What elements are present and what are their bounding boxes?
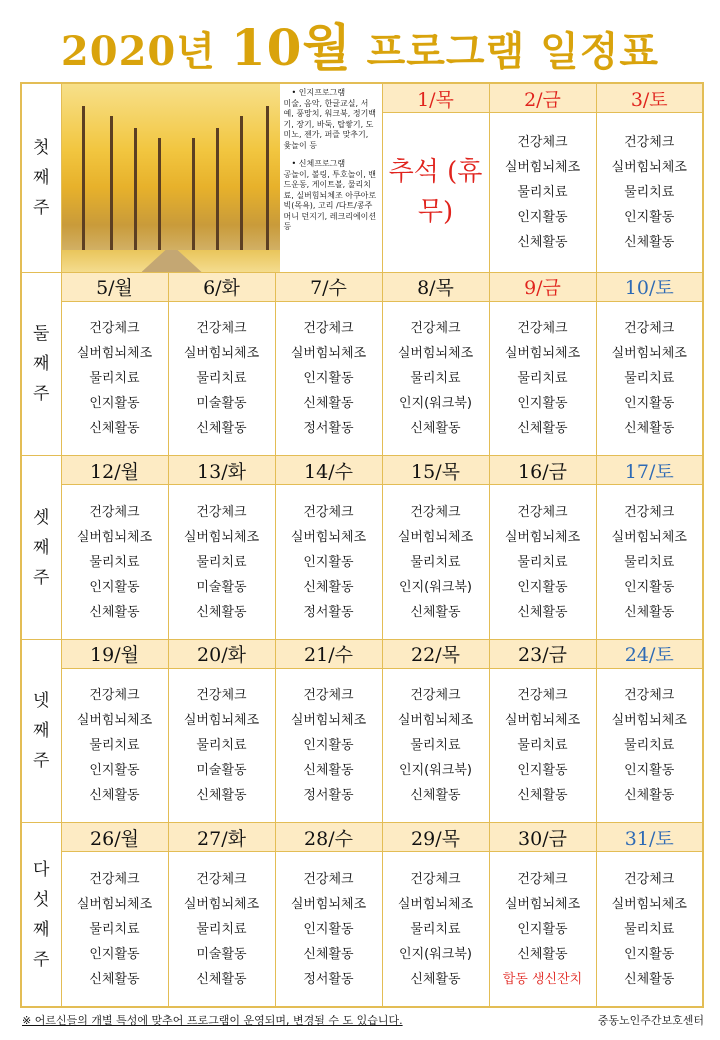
activity-item: 건강체크 bbox=[517, 688, 568, 704]
date-10: 10/토 bbox=[596, 272, 703, 301]
activity-item: 신체활동 bbox=[303, 946, 354, 962]
activity-item: 물리치료 bbox=[410, 921, 461, 937]
activity-item: 신체활동 bbox=[517, 421, 568, 437]
activities-14 bbox=[275, 485, 382, 639]
activity-item: 미술활동 bbox=[196, 396, 247, 412]
footer-note: ※ 어르신들의 개별 특성에 맞추어 프로그램이 운영되며, 변경될 수 도 있습니다. bbox=[22, 1014, 403, 1027]
activities-28 bbox=[275, 852, 382, 1007]
date-23: 23/금 bbox=[489, 639, 596, 668]
week-3-activity-row bbox=[21, 485, 703, 639]
activity-item: 건강체크 bbox=[624, 504, 675, 520]
date-22: 22/목 bbox=[382, 639, 489, 668]
activity-item: 물리치료 bbox=[89, 738, 140, 754]
chuseok-holiday bbox=[382, 113, 489, 273]
activity-item: 인지(워크북) bbox=[399, 396, 472, 412]
activity-item: 실버힘뇌체조 bbox=[397, 713, 474, 729]
date-9: 9/금 bbox=[489, 272, 596, 301]
date-28: 28/수 bbox=[275, 823, 382, 852]
activity-item: 실버힘뇌체조 bbox=[611, 529, 687, 545]
activity-item: 건강체크 bbox=[624, 688, 675, 704]
activity-item: 건강체크 bbox=[303, 871, 354, 887]
activity-item: 물리치료 bbox=[89, 554, 140, 570]
activity-item: 인지(워크북) bbox=[399, 763, 472, 779]
activity-item: 신체활동 bbox=[624, 604, 675, 620]
activities-20 bbox=[168, 668, 275, 822]
activity-item: 신체활동 bbox=[624, 788, 675, 804]
activity-item: 인지활동 bbox=[624, 946, 675, 962]
date-30: 30/금 bbox=[489, 823, 596, 852]
activity-item: 인지활동 bbox=[517, 579, 568, 595]
week-4-label bbox=[21, 639, 61, 822]
week-label-char: 주 bbox=[33, 197, 50, 218]
activity-item: 미술활동 bbox=[196, 946, 247, 962]
activity-item: 실버힘뇌체조 bbox=[183, 713, 260, 729]
activity-item: 인지활동 bbox=[303, 738, 354, 754]
activities-6 bbox=[168, 301, 275, 455]
activity-item: 인지(워크북) bbox=[399, 946, 472, 962]
activity-item: 신체활동 bbox=[303, 763, 354, 779]
date-19: 19/월 bbox=[61, 639, 168, 668]
activity-item: 실버힘뇌체조 bbox=[76, 713, 153, 729]
activity-item: 물리치료 bbox=[410, 738, 461, 754]
activity-item: 건강체크 bbox=[196, 321, 247, 337]
activity-item: 인지활동 bbox=[517, 921, 568, 937]
week-label-char: 째 bbox=[33, 721, 50, 742]
activity-item: 실버힘뇌체조 bbox=[504, 346, 581, 362]
activity-item: 건강체크 bbox=[517, 871, 568, 887]
activity-item: 실버힘뇌체조 bbox=[397, 896, 474, 912]
activities-17 bbox=[596, 485, 703, 639]
activity-item: 인지활동 bbox=[517, 396, 568, 412]
week-3-date-row bbox=[21, 456, 703, 485]
activity-item: 건강체크 bbox=[410, 321, 461, 337]
activity-item: 실버힘뇌체조 bbox=[397, 529, 474, 545]
activities-8 bbox=[382, 301, 489, 455]
activity-item: 건강체크 bbox=[517, 504, 568, 520]
week-1-date-row bbox=[21, 83, 703, 113]
date-6: 6/화 bbox=[168, 272, 275, 301]
date-14: 14/수 bbox=[275, 456, 382, 485]
week-label-char: 다 bbox=[33, 859, 50, 880]
activity-item: 인지활동 bbox=[624, 763, 675, 779]
activities-31 bbox=[596, 852, 703, 1007]
activity-item: 실버힘뇌체조 bbox=[504, 713, 581, 729]
activity-item: 물리치료 bbox=[196, 738, 247, 754]
activity-item: 건강체크 bbox=[303, 504, 354, 520]
activities-24 bbox=[596, 668, 703, 822]
week-label-char: 둘 bbox=[33, 324, 50, 345]
activities-27 bbox=[168, 852, 275, 1007]
activity-item: 신체활동 bbox=[89, 604, 140, 620]
activities-15 bbox=[382, 485, 489, 639]
activities-5 bbox=[61, 301, 168, 455]
week-5-date-row bbox=[21, 823, 703, 852]
cognitive-program-list: 미술, 음악, 한글교실, 서예, 풍망치, 워크북, 정기백기, 장기, 바둑, 탑쌓기, 도미노, 젠가, 퍼즐 맞추기, 윷놀이 등 bbox=[283, 98, 377, 150]
activity-item: 인지활동 bbox=[624, 209, 675, 225]
date-13: 13/화 bbox=[168, 456, 275, 485]
week-1-label bbox=[21, 83, 61, 272]
activities-2 bbox=[489, 113, 596, 273]
activity-item: 건강체크 bbox=[410, 504, 461, 520]
activities-29 bbox=[382, 852, 489, 1007]
date-5: 5/월 bbox=[61, 272, 168, 301]
activity-item: 건강체크 bbox=[196, 871, 247, 887]
date-20: 20/화 bbox=[168, 639, 275, 668]
activity-item: 물리치료 bbox=[89, 921, 140, 937]
date-8: 8/목 bbox=[382, 272, 489, 301]
activity-item: 인지활동 bbox=[303, 554, 354, 570]
activity-item: 물리치료 bbox=[624, 738, 675, 754]
activity-item: 건강체크 bbox=[303, 321, 354, 337]
activities-19 bbox=[61, 668, 168, 822]
footer-organization: 중동노인주간보호센터 bbox=[597, 1014, 704, 1027]
activity-item: 물리치료 bbox=[624, 554, 675, 570]
activity-item: 건강체크 bbox=[410, 688, 461, 704]
activity-item: 건강체크 bbox=[303, 688, 354, 704]
activity-item: 물리치료 bbox=[89, 371, 140, 387]
activity-item: 정서활동 bbox=[303, 421, 354, 437]
activity-item: 정서활동 bbox=[303, 971, 354, 987]
week-2-date-row bbox=[21, 272, 703, 301]
activity-item: 물리치료 bbox=[517, 554, 568, 570]
date-26: 26/월 bbox=[61, 823, 168, 852]
activity-item: 정서활동 bbox=[303, 604, 354, 620]
activity-item: 인지(워크북) bbox=[399, 579, 472, 595]
title-prefix: 2020년 bbox=[60, 28, 231, 75]
activity-item: 건강체크 bbox=[196, 504, 247, 520]
activity-item: 실버힘뇌체조 bbox=[611, 346, 687, 362]
activity-item: 실버힘뇌체조 bbox=[504, 159, 581, 175]
activities-12 bbox=[61, 485, 168, 639]
activity-item: 건강체크 bbox=[517, 134, 568, 150]
activity-item: 인지활동 bbox=[89, 396, 140, 412]
date-15: 15/목 bbox=[382, 456, 489, 485]
activity-item: 미술활동 bbox=[196, 579, 247, 595]
activity-item: 실버힘뇌체조 bbox=[183, 529, 260, 545]
week-4-activity-row bbox=[21, 668, 703, 822]
activity-item: 신체활동 bbox=[624, 421, 675, 437]
week-5-label bbox=[21, 823, 61, 1007]
activity-item: 신체활동 bbox=[196, 971, 247, 987]
activities-10 bbox=[596, 301, 703, 455]
activities-23 bbox=[489, 668, 596, 822]
activity-item: 신체활동 bbox=[89, 971, 140, 987]
activity-item: 신체활동 bbox=[196, 604, 247, 620]
date-16: 16/금 bbox=[489, 456, 596, 485]
date-3: 3/토 bbox=[596, 83, 703, 113]
activity-item: 신체활동 bbox=[624, 234, 675, 250]
week-label-char: 째 bbox=[33, 537, 50, 558]
activity-item: 실버힘뇌체조 bbox=[183, 896, 260, 912]
activity-item: 건강체크 bbox=[410, 871, 461, 887]
week-label-char: 째 bbox=[33, 919, 50, 940]
activity-item: 실버힘뇌체조 bbox=[504, 896, 581, 912]
activity-item: 물리치료 bbox=[517, 371, 568, 387]
holiday-closed: (휴무) bbox=[417, 157, 483, 228]
activity-item: 실버힘뇌체조 bbox=[76, 529, 153, 545]
week-2-label bbox=[21, 272, 61, 455]
activity-item: 신체활동 bbox=[89, 788, 140, 804]
activities-7 bbox=[275, 301, 382, 455]
week-3-label bbox=[21, 456, 61, 639]
activity-item: 실버힘뇌체조 bbox=[290, 346, 367, 362]
activity-item: 건강체크 bbox=[89, 871, 140, 887]
title-month: 10월 bbox=[230, 18, 352, 77]
activities-13 bbox=[168, 485, 275, 639]
activity-item: 물리치료 bbox=[517, 184, 568, 200]
activity-item: 실버힘뇌체조 bbox=[76, 896, 153, 912]
date-29: 29/목 bbox=[382, 823, 489, 852]
activity-item: 인지활동 bbox=[303, 921, 354, 937]
activity-item: 실버힘뇌체조 bbox=[611, 713, 687, 729]
week-label-char: 주 bbox=[33, 567, 50, 588]
activities-16 bbox=[489, 485, 596, 639]
week-label-char: 섯 bbox=[33, 889, 50, 910]
activity-item: 신체활동 bbox=[196, 421, 247, 437]
activity-item: 물리치료 bbox=[624, 371, 675, 387]
program-notes bbox=[280, 84, 382, 272]
week-label-char: 주 bbox=[33, 384, 50, 405]
activity-item: 신체활동 bbox=[517, 946, 568, 962]
activity-item: 신체활동 bbox=[89, 421, 140, 437]
activity-item: 실버힘뇌체조 bbox=[504, 529, 581, 545]
activity-item: 신체활동 bbox=[410, 788, 461, 804]
week-label-char: 첫 bbox=[33, 137, 50, 158]
activity-item: 실버힘뇌체조 bbox=[183, 346, 260, 362]
activity-item: 인지활동 bbox=[303, 371, 354, 387]
week-label-char: 주 bbox=[33, 949, 50, 970]
activity-item: 건강체크 bbox=[89, 504, 140, 520]
activity-item: 실버힘뇌체조 bbox=[290, 529, 367, 545]
activity-item: 실버힘뇌체조 bbox=[611, 896, 687, 912]
activity-item: 정서활동 bbox=[303, 788, 354, 804]
activity-item: 신체활동 bbox=[624, 971, 675, 987]
activity-item: 건강체크 bbox=[89, 321, 140, 337]
physical-program-list: 공놀이, 볼링, 투호놀이, 밴드운동, 게이트볼, 물리치료, 실버힘뇌체조 아쿠아로빅(목욕), 고리 /다트/콩주머니 던지기, 레크리에이션 등 bbox=[283, 169, 377, 231]
activity-item: 물리치료 bbox=[624, 921, 675, 937]
activity-item: 인지활동 bbox=[517, 763, 568, 779]
activity-item: 건강체크 bbox=[89, 688, 140, 704]
week-label-char: 셋 bbox=[33, 507, 50, 528]
activity-item: 신체활동 bbox=[517, 604, 568, 620]
holiday-name: 추석 bbox=[388, 157, 439, 188]
date-2: 2/금 bbox=[489, 83, 596, 113]
activity-item: 물리치료 bbox=[410, 554, 461, 570]
activity-item: 인지활동 bbox=[624, 579, 675, 595]
activity-item: 물리치료 bbox=[196, 371, 247, 387]
date-7: 7/수 bbox=[275, 272, 382, 301]
activity-item: 건강체크 bbox=[624, 321, 675, 337]
activity-item: 인지활동 bbox=[89, 579, 140, 595]
week-label-char: 째 bbox=[33, 167, 50, 188]
ginkgo-trees-photo bbox=[62, 84, 280, 272]
activity-item: 건강체크 bbox=[517, 321, 568, 337]
activity-item: 인지활동 bbox=[89, 946, 140, 962]
week-2-activity-row bbox=[21, 301, 703, 455]
activity-item: 물리치료 bbox=[624, 184, 675, 200]
activity-item: 물리치료 bbox=[410, 371, 461, 387]
activities-3 bbox=[596, 113, 703, 273]
activity-item: 신체활동 bbox=[410, 971, 461, 987]
activity-item: 신체활동 bbox=[517, 788, 568, 804]
activity-item: 건강체크 bbox=[196, 688, 247, 704]
week-label-char: 넷 bbox=[33, 691, 50, 712]
date-1: 1/목 bbox=[382, 83, 489, 113]
activity-item: 건강체크 bbox=[624, 871, 675, 887]
activities-22 bbox=[382, 668, 489, 822]
page-title bbox=[0, 8, 720, 80]
date-12: 12/월 bbox=[61, 456, 168, 485]
activity-item: 미술활동 bbox=[196, 763, 247, 779]
activity-item: 건강체크 bbox=[624, 134, 675, 150]
activity-item: 인지활동 bbox=[624, 396, 675, 412]
activity-item: 물리치료 bbox=[196, 921, 247, 937]
activities-26 bbox=[61, 852, 168, 1007]
activity-item: 물리치료 bbox=[196, 554, 247, 570]
activity-item: 인지활동 bbox=[517, 209, 568, 225]
activities-30 bbox=[489, 852, 596, 1007]
activities-9 bbox=[489, 301, 596, 455]
activity-item: 신체활동 bbox=[410, 421, 461, 437]
date-31: 31/토 bbox=[596, 823, 703, 852]
activity-item: 인지활동 bbox=[89, 763, 140, 779]
program-info-cell bbox=[61, 83, 382, 272]
date-27: 27/화 bbox=[168, 823, 275, 852]
activity-item: 신체활동 bbox=[196, 788, 247, 804]
title-suffix: 프로그램 일정표 bbox=[351, 28, 660, 75]
week-5-activity-row bbox=[21, 852, 703, 1007]
activity-item: 물리치료 bbox=[517, 738, 568, 754]
schedule-table bbox=[20, 82, 704, 1008]
activity-item: 실버힘뇌체조 bbox=[611, 159, 687, 175]
physical-program-title: • 신체프로그램 bbox=[284, 159, 378, 170]
activity-item: 신체활동 bbox=[303, 396, 354, 412]
activity-item: 실버힘뇌체조 bbox=[76, 346, 153, 362]
cognitive-program-title: • 인지프로그램 bbox=[284, 88, 378, 99]
date-24: 24/토 bbox=[596, 639, 703, 668]
activity-item: 신체활동 bbox=[410, 604, 461, 620]
birthday-party-event: 합동 생신잔치 bbox=[502, 971, 583, 987]
activity-item: 신체활동 bbox=[517, 234, 568, 250]
date-17: 17/토 bbox=[596, 456, 703, 485]
activity-item: 신체활동 bbox=[303, 579, 354, 595]
date-21: 21/수 bbox=[275, 639, 382, 668]
activities-21 bbox=[275, 668, 382, 822]
week-4-date-row bbox=[21, 639, 703, 668]
activity-item: 실버힘뇌체조 bbox=[397, 346, 474, 362]
week-label-char: 주 bbox=[33, 751, 50, 772]
activity-item: 실버힘뇌체조 bbox=[290, 713, 367, 729]
week-label-char: 째 bbox=[33, 354, 50, 375]
activity-item: 실버힘뇌체조 bbox=[290, 896, 367, 912]
